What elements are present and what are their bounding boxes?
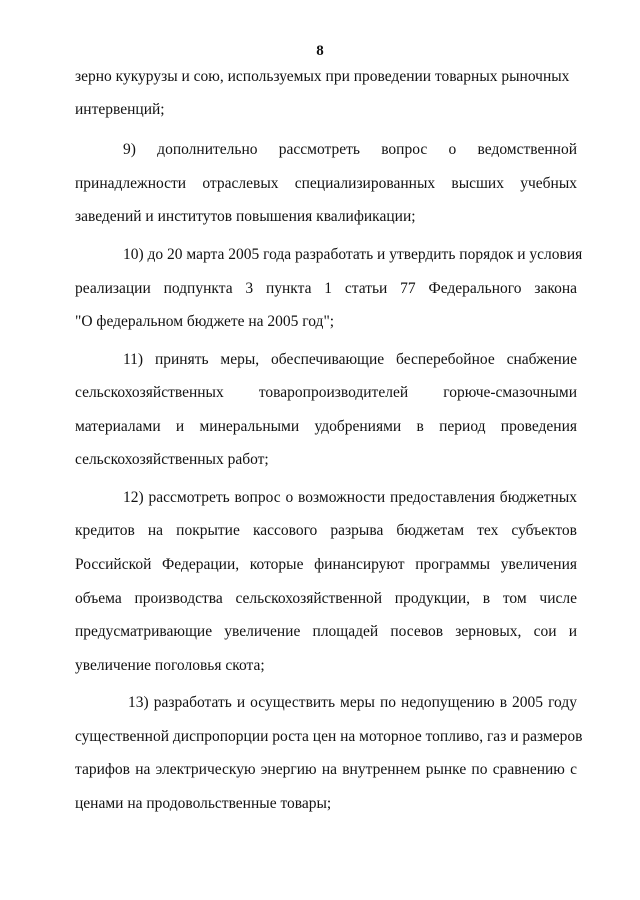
text-line: материалами и минеральными удобрениями в период проведения [75,418,577,435]
text-line: увеличение поголовья скота; [75,657,265,674]
text-line: Российской Федерации, которые финансируют программы увеличения [75,556,577,573]
text-line: предусматривающие увеличение площадей посевов зерновых, сои и [75,623,577,640]
text-line: интервенций; [75,101,165,118]
text-line: "О федеральном бюджете на 2005 год"; [75,313,335,330]
text-line: сельскохозяйственных товаропроизводителей горюче-смазочными [75,384,577,401]
text-line: 9) дополнительно рассмотреть вопрос о ведомственной [123,141,577,158]
text-line: 10) до 20 марта 2005 года разработать и утвердить порядок и условия [123,246,583,263]
text-line: сельскохозяйственных работ; [75,451,269,468]
text-line: тарифов на электрическую энергию на внутреннем рынке по сравнению с [75,761,577,778]
text-line: объема производства сельскохозяйственной продукции, в том числе [75,590,577,607]
page-number: 8 [316,43,324,59]
text-line: зерно кукурузы и сою, используемых при проведении товарных рыночных [75,68,570,85]
text-line: реализации подпункта 3 пункта 1 статьи 77 Федерального закона [75,280,577,297]
text-line: 13) разработать и осуществить меры по недопущению в 2005 году [128,694,577,711]
text-line: кредитов на покрытие кассового разрыва бюджетам тех субъектов [75,522,577,539]
text-line: существенной диспропорции роста цен на моторное топливо, газ и размеров [75,728,583,745]
text-line: 12) рассмотреть вопрос о возможности предоставления бюджетных [123,489,577,506]
text-line: принадлежности отраслевых специализированных высших учебных [75,175,577,192]
text-line: ценами на продовольственные товары; [75,795,332,812]
text-line: 11) принять меры, обеспечивающие бесперебойное снабжение [123,351,577,368]
text-line: заведений и институтов повышения квалификации; [75,208,416,225]
